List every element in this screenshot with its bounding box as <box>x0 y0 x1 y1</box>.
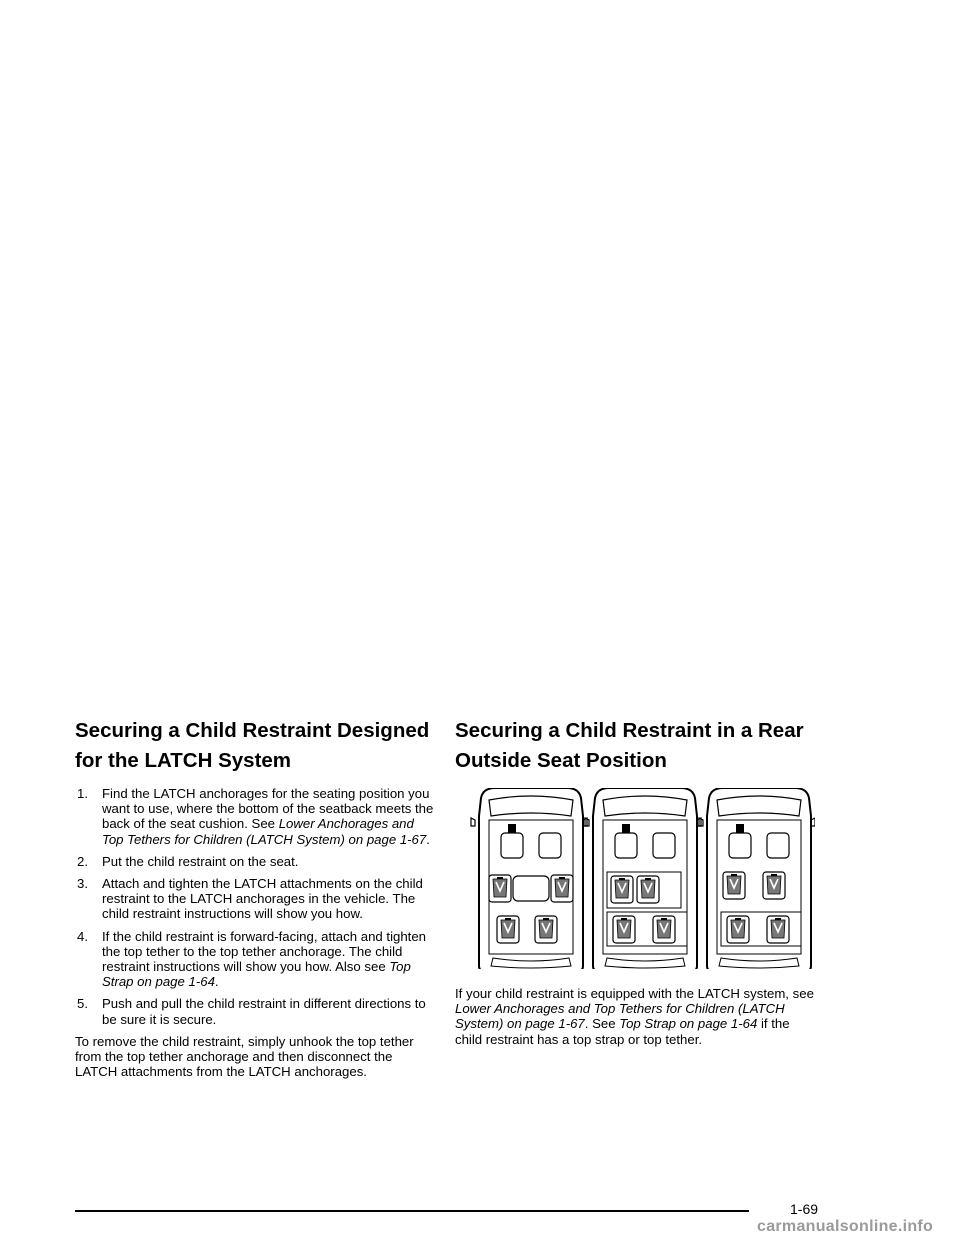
right-column <box>455 716 815 1047</box>
step-item <box>75 929 437 990</box>
step-item <box>75 786 437 847</box>
step-text: Push and pull the child restraint in different directions to be sure it is secure. <box>102 996 426 1027</box>
cross-reference: Top Strap on page 1-64 <box>102 959 411 990</box>
steps-list <box>75 786 437 1027</box>
vehicle-seating-diagram <box>455 788 815 969</box>
paragraph-text: if the child restraint has a top strap or top tether. <box>455 1016 790 1047</box>
step-text: Find the LATCH anchorages for the seating position you want to use, where the bottom of the seatback meets the back of the seat cushion. See <box>102 786 434 832</box>
watermark-text: carmanualsonline.info <box>757 1218 934 1235</box>
step-number: 1. <box>77 786 88 801</box>
step-text-end: . <box>214 974 219 990</box>
step-item <box>75 876 437 922</box>
step-number: 4. <box>77 928 88 944</box>
footer-rule <box>75 1210 749 1212</box>
cross-reference: Top Strap on page 1-64 <box>619 1016 758 1032</box>
step-text-end: . <box>426 831 430 847</box>
step-item <box>75 854 437 869</box>
rear-outside-paragraph <box>455 986 815 1047</box>
page-number: 1-69 <box>790 1201 819 1217</box>
step-text: Put the child restraint on the seat. <box>102 853 299 869</box>
section-heading-rear-outside: Securing a Child Restraint in a Rear Outside Seat Position <box>455 719 804 772</box>
step-item <box>75 996 437 1026</box>
left-column <box>75 716 437 1079</box>
paragraph-text: If your child restraint is equipped with the LATCH system, see <box>455 986 814 1001</box>
cross-reference: Lower Anchorages and Top Tethers for Children (LATCH System) on page 1-67 <box>102 816 427 847</box>
step-number: 3. <box>77 876 88 892</box>
closing-paragraph: To remove the child restraint, simply unhook the top tether from the top tether anchorage and then disconnect the LATCH attachments from the LATCH anchorages. <box>75 1033 414 1080</box>
step-number: 5. <box>77 996 88 1012</box>
paragraph-text: . See <box>584 1016 620 1032</box>
step-number: 2. <box>77 853 88 869</box>
section-heading-latch: Securing a Child Restraint Designed for the LATCH System <box>75 719 430 772</box>
cross-reference: Lower Anchorages and Top Tethers for Children (LATCH System) on page 1-67 <box>455 1001 785 1032</box>
step-text: If the child restraint is forward-facing, attach and tighten the top tether to the top tether anchorage. The child restraint instructions will show you how. Also see <box>102 928 426 975</box>
step-text: Attach and tighten the LATCH attachments on the child restraint to the LATCH anchorages in the vehicle. The child restraint instructions will show you how. <box>102 876 423 922</box>
